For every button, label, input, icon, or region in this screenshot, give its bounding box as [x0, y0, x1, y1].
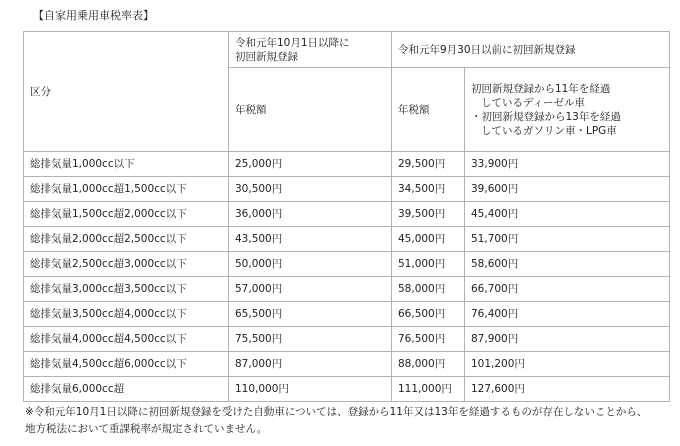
cell-new: 30,500円: [229, 177, 392, 202]
table-caption: 【自家用乗用車税率表】: [33, 9, 154, 22]
cell-old: 34,500円: [392, 177, 465, 202]
header-old-registration: [392, 32, 670, 68]
cell-category: 総排気量2,000cc超2,500cc以下: [24, 227, 229, 252]
subheader-heavy-tax: [465, 68, 670, 152]
footnote-line2: 地方税法において重課税率が規定されていません。: [25, 423, 268, 435]
footnote-line1: ※令和元年10月1日以降に初回新規登録を受けた自動車については、登録から11年又は13年を経過するものが存在しないことから、: [25, 406, 648, 418]
cell-category: 総排気量3,500cc超4,000cc以下: [24, 302, 229, 327]
header-old-label: 令和元年9月30日以前に初回新規登録: [398, 43, 576, 56]
cell-new: 87,000円: [229, 352, 392, 377]
table-row: [24, 277, 670, 302]
header-new-registration: [229, 32, 392, 68]
cell-old: 88,000円: [392, 352, 465, 377]
cell-old: 58,000円: [392, 277, 465, 302]
cell-heavy: 87,900円: [465, 327, 670, 352]
cell-heavy: 39,600円: [465, 177, 670, 202]
cell-old: 51,000円: [392, 252, 465, 277]
cell-new: 65,500円: [229, 302, 392, 327]
cell-category: 総排気量6,000cc超: [24, 377, 229, 402]
subheader-heavy-line1: 初回新規登録から11年を経過: [471, 82, 611, 95]
table-row: [24, 352, 670, 377]
cell-new: 110,000円: [229, 377, 392, 402]
cell-new: 25,000円: [229, 152, 392, 177]
cell-category: 総排気量1,000cc超1,500cc以下: [24, 177, 229, 202]
cell-heavy: 66,700円: [465, 277, 670, 302]
cell-heavy: 33,900円: [465, 152, 670, 177]
cell-heavy: 127,600円: [465, 377, 670, 402]
cell-old: 45,000円: [392, 227, 465, 252]
table-row: [24, 252, 670, 277]
cell-new: 75,500円: [229, 327, 392, 352]
cell-new: 57,000円: [229, 277, 392, 302]
subheader-heavy-line4: しているガソリン車・LPG車: [481, 124, 617, 137]
cell-category: 総排気量1,500cc超2,000cc以下: [24, 202, 229, 227]
table-row: [24, 227, 670, 252]
subheader-annual-old-label: 年税額: [398, 103, 430, 116]
cell-new: 36,000円: [229, 202, 392, 227]
header-row-top: [24, 32, 670, 68]
cell-old: 29,500円: [392, 152, 465, 177]
table-row: [24, 177, 670, 202]
subheader-heavy-line3: ・初回新規登録から13年を経過: [471, 110, 621, 123]
header-new-line1: 令和元年10月1日以降に: [235, 36, 350, 49]
subheader-annual-new-label: 年税額: [235, 103, 267, 116]
subheader-annual-new: [229, 68, 392, 152]
table-row: [24, 377, 670, 402]
table-row: [24, 152, 670, 177]
cell-old: 111,000円: [392, 377, 465, 402]
table-row: [24, 202, 670, 227]
header-new-line2: 初回新規登録: [235, 50, 298, 63]
table-row: [24, 302, 670, 327]
cell-heavy: 101,200円: [465, 352, 670, 377]
cell-category: 総排気量4,000cc超4,500cc以下: [24, 327, 229, 352]
subheader-annual-old: [392, 68, 465, 152]
header-category: [24, 32, 229, 152]
cell-new: 43,500円: [229, 227, 392, 252]
header-category-label: 区分: [30, 85, 51, 98]
cell-heavy: 45,400円: [465, 202, 670, 227]
cell-heavy: 58,600円: [465, 252, 670, 277]
cell-category: 総排気量1,000cc以下: [24, 152, 229, 177]
footnote: [25, 404, 675, 438]
cell-heavy: 76,400円: [465, 302, 670, 327]
cell-category: 総排気量4,500cc超6,000cc以下: [24, 352, 229, 377]
tax-rate-table: [23, 31, 670, 402]
table-row: [24, 327, 670, 352]
cell-category: 総排気量3,000cc超3,500cc以下: [24, 277, 229, 302]
cell-new: 50,000円: [229, 252, 392, 277]
cell-category: 総排気量2,500cc超3,000cc以下: [24, 252, 229, 277]
subheader-heavy-line2: しているディーゼル車: [481, 96, 585, 109]
cell-heavy: 51,700円: [465, 227, 670, 252]
cell-old: 76,500円: [392, 327, 465, 352]
cell-old: 66,500円: [392, 302, 465, 327]
cell-old: 39,500円: [392, 202, 465, 227]
